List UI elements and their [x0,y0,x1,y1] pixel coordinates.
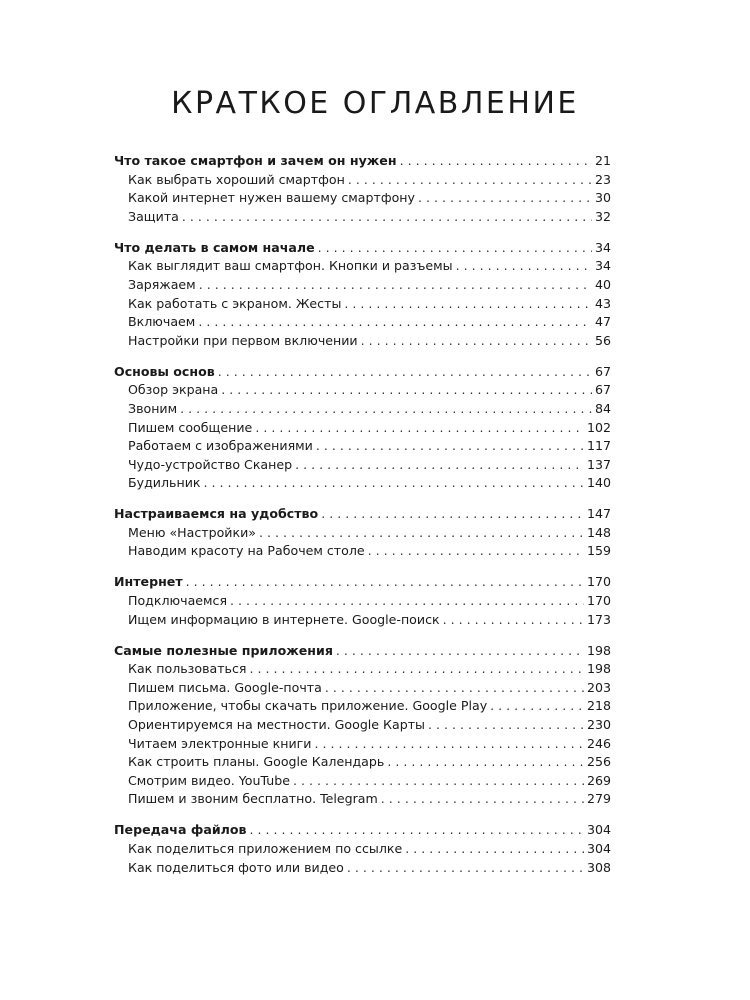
page-number: 56 [594,332,611,348]
page-number: 34 [594,239,611,255]
dot-leader [361,332,592,351]
toc-chapter-entry[interactable] [114,363,611,382]
subsection-title: Обзор экрана [128,382,219,398]
dot-leader [249,660,583,679]
dot-leader [203,474,583,493]
page-number: 256 [586,754,611,770]
page-number: 230 [586,716,611,732]
toc-subsection-list [114,592,611,629]
chapter-title: Настраиваемся на удобство [114,506,319,522]
subsection-title: Работаем с изображениями [128,438,313,454]
toc-subsection-entry[interactable] [114,859,611,878]
toc-section [114,505,611,561]
toc-subsection-entry[interactable] [114,735,611,754]
toc-chapter-entry[interactable] [114,239,611,258]
page-number: 34 [594,258,611,274]
page-number: 137 [586,456,611,472]
toc-section [114,239,611,351]
toc-subsection-entry[interactable] [114,419,611,438]
subsection-title: Пишем и звоним бесплатно. Telegram [128,791,378,807]
subsection-title: Чудо-устройство Сканер [128,456,293,472]
dot-leader [344,295,592,314]
toc-subsection-entry[interactable] [114,542,611,561]
subsection-title: Будильник [128,475,201,491]
page-number: 23 [594,171,611,187]
dot-leader [259,524,584,543]
dot-leader [293,772,584,791]
toc-subsection-entry[interactable] [114,208,611,227]
toc-subsection-entry[interactable] [114,772,611,791]
toc-subsection-entry[interactable] [114,474,611,493]
dot-leader [387,753,584,772]
toc-section [114,152,611,226]
dot-leader [218,363,592,382]
toc-subsection-entry[interactable] [114,679,611,698]
page-number: 67 [594,382,611,398]
subsection-title: Как строить планы. Google Календарь [128,754,385,770]
toc-subsection-entry[interactable] [114,697,611,716]
page-number: 159 [586,543,611,559]
toc-subsection-entry[interactable] [114,456,611,475]
dot-leader [405,840,584,859]
page-number: 198 [586,661,611,677]
dot-leader [336,642,584,661]
toc-section [114,573,611,629]
page-number: 32 [594,208,611,224]
toc-section [114,363,611,493]
page-number: 84 [594,400,611,416]
page-number: 21 [594,153,611,168]
subsection-title: Смотрим видео. YouTube [128,772,291,788]
chapter-title: Основы основ [114,363,215,379]
toc-subsection-entry[interactable] [114,716,611,735]
toc-chapter-entry[interactable] [114,152,611,171]
chapter-title: Передача файлов [114,822,247,838]
subsection-title: Заряжаем [128,276,196,292]
toc-subsection-entry[interactable] [114,524,611,543]
page-number: 246 [586,735,611,751]
dot-leader [456,257,592,276]
page-number: 43 [594,295,611,311]
dot-leader [314,735,583,754]
page-number: 117 [586,438,611,454]
page-number: 173 [586,611,611,627]
subsection-title: Ориентируемся на местности. Google Карты [128,716,425,732]
page-number: 140 [586,475,611,491]
subsection-title: Настройки при первом включении [128,332,358,348]
toc-section [114,821,611,877]
dot-leader [428,716,584,735]
toc-subsection-entry[interactable] [114,400,611,419]
dot-leader [250,821,584,840]
toc-subsection-entry[interactable] [114,790,611,809]
toc-subsection-entry[interactable] [114,753,611,772]
subsection-title: Пишем сообщение [128,419,253,435]
toc-section [114,642,611,809]
page-number: 147 [586,506,611,522]
toc-subsection-entry[interactable] [114,381,611,400]
dot-leader [381,790,584,809]
subsection-title: Как выглядит ваш смартфон. Кнопки и разъемы [128,258,453,274]
toc-chapter-entry[interactable] [114,642,611,661]
chapter-title: Самые полезные приложения [114,642,333,658]
page-number: 218 [586,698,611,714]
page-number: 102 [586,419,611,435]
dot-leader [221,381,592,400]
dot-leader [182,208,592,227]
toc-subsection-list [114,524,611,561]
dot-leader [368,542,584,561]
toc-subsection-list [114,840,611,877]
toc-chapter-entry[interactable] [114,821,611,840]
dot-leader [400,152,592,171]
subsection-title: Подключаемся [128,593,228,609]
chapter-title: Что делать в самом начале [114,239,315,255]
page-number: 148 [586,524,611,540]
subsection-title: Как выбрать хороший смартфон [128,171,345,187]
toc-subsection-entry[interactable] [114,171,611,190]
dot-leader [198,313,592,332]
page-number: 308 [586,859,611,875]
dot-leader [230,592,584,611]
toc-subsection-list [114,660,611,809]
subsection-title: Читаем электронные книги [128,735,312,751]
dot-leader [180,400,592,419]
subsection-title: Как работать с экраном. Жесты [128,295,342,311]
toc-subsection-entry[interactable] [114,840,611,859]
toc-subsection-entry[interactable] [114,257,611,276]
subsection-title: Меню «Настройки» [128,524,256,540]
toc-subsection-entry[interactable] [114,276,611,295]
chapter-title: Интернет [114,574,183,590]
page-number: 198 [586,642,611,658]
subsection-title: Пишем письма. Google-почта [128,679,322,695]
page-number: 40 [594,276,611,292]
subsection-title: Приложение, чтобы скачать приложение. Google Play [128,698,488,714]
dot-leader [347,859,584,878]
toc-subsection-entry[interactable] [114,611,611,630]
subsection-title: Какой интернет нужен вашему смартфону [128,190,415,206]
page-number: 304 [586,822,611,838]
subsection-title: Как поделиться приложением по ссылке [128,840,403,856]
toc-subsection-entry[interactable] [114,332,611,351]
toc-subsection-entry[interactable] [114,437,611,456]
dot-leader [325,679,584,698]
subsection-title: Как поделиться фото или видео [128,859,344,875]
page-number: 47 [594,314,611,330]
toc-subsection-entry[interactable] [114,189,611,208]
toc-subsection-entry[interactable] [114,295,611,314]
page-number: 170 [586,574,611,590]
toc-subsection-list [114,171,611,227]
page-number: 279 [586,791,611,807]
dot-leader [316,437,584,456]
page-number: 269 [586,772,611,788]
chapter-title: Что такое смартфон и зачем он нужен [114,153,397,168]
subsection-title: Ищем информацию в интернете. Google-поиск [128,611,440,627]
dot-leader [418,189,592,208]
page-number: 67 [594,363,611,379]
subsection-title: Звоним [128,400,178,416]
toc-chapter-entry[interactable] [114,573,611,592]
subsection-title: Наводим красоту на Рабочем столе [128,543,365,559]
toc-subsection-entry[interactable] [114,592,611,611]
subsection-title: Включаем [128,314,196,330]
dot-leader [348,171,592,190]
toc-subsection-entry[interactable] [114,313,611,332]
table-of-contents [114,152,611,890]
page-number: 304 [586,840,611,856]
dot-leader [295,456,584,475]
dot-leader [443,611,584,630]
toc-subsection-list [114,381,611,493]
dot-leader [199,276,592,295]
dot-leader [321,505,584,524]
dot-leader [255,419,584,438]
dot-leader [318,239,592,258]
dot-leader [490,697,584,716]
subsection-title: Защита [128,208,179,224]
toc-subsection-list [114,257,611,350]
page-number: 203 [586,679,611,695]
page-number: 30 [594,190,611,206]
subsection-title: Как пользоваться [128,661,247,677]
toc-chapter-entry[interactable] [114,505,611,524]
page-number: 170 [586,593,611,609]
dot-leader [186,573,584,592]
toc-subsection-entry[interactable] [114,660,611,679]
page-title: КРАТКОЕ ОГЛАВЛЕНИЕ [171,86,579,122]
